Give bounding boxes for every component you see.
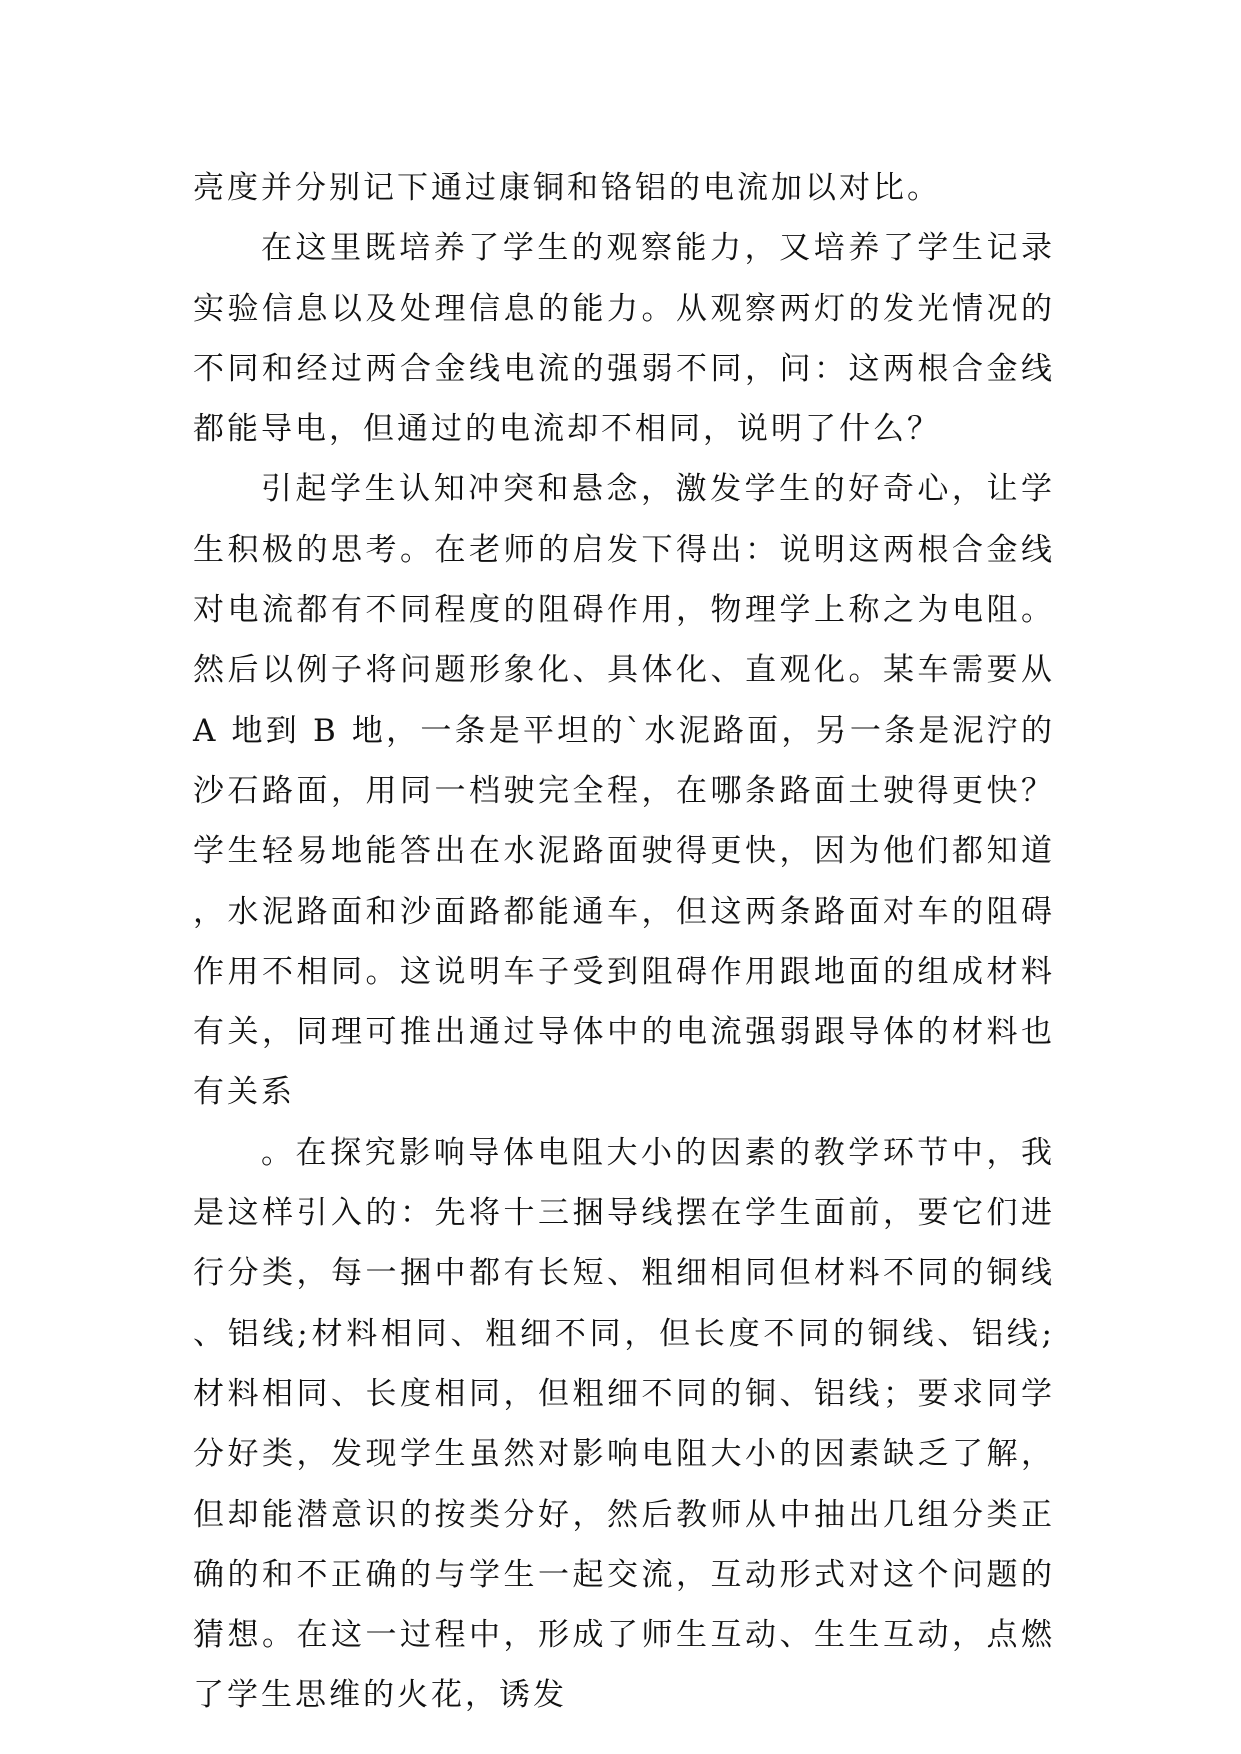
paragraph-3: 引起学生认知冲突和悬念，激发学生的好奇心，让学生积极的思考。在老师的启发下得出：说明这两根合金线对电流都有不同程度的阻碍作用，物理学上称之为电阻。然后以例子将问题形象化、具体化、直观化。某车需要从 A 地到 B 地，一条是平坦的`水泥路面，另一条是泥泞的沙石路面，用同一档驶完全程，在哪条路面土驶得更快？学生轻易地能答出在水泥路面驶得更快，因为他们都知道，水泥路面和沙面路都能通车，但这两条路面对车的阻碍作用不相同。这说明车子受到阻碍作用跟地面的组成材料有关，同理可推出通过导体中的电流强弱跟导体的材料也有关系 bbox=[193, 471, 1055, 1111]
paragraph-4: 。在探究影响导体电阻大小的因素的教学环节中，我是这样引入的：先将十三捆导线摆在学生面前，要它们进行分类，每一捆中都有长短、粗细相同但材料不同的铜线、铝线;材料相同、粗细不同，但长度不同的铜线、铝线;材料相同、长度相同，但粗细不同的铜、铝线；要求同学分好类，发现学生虽然对影响电阻大小的因素缺乏了解，但却能潜意识的按类分好，然后教师从中抽出几组分类正确的和不正确的与学生一起交流，互动形式对这个问题的猜想。在这一过程中，形成了师生互动、生生互动，点燃了学生思维的火花，诱发 bbox=[193, 1134, 1055, 1714]
document-body bbox=[193, 158, 1055, 1726]
paragraph-2: 在这里既培养了学生的观察能力，又培养了学生记录实验信息以及处理信息的能力。从观察两灯的发光情况的不同和经过两合金线电流的强弱不同，问：这两根合金线都能导电，但通过的电流却不相同，说明了什么？ bbox=[193, 230, 1055, 448]
paragraph-1: 亮度并分别记下通过康铜和铬铝的电流加以对比。 bbox=[193, 170, 941, 206]
